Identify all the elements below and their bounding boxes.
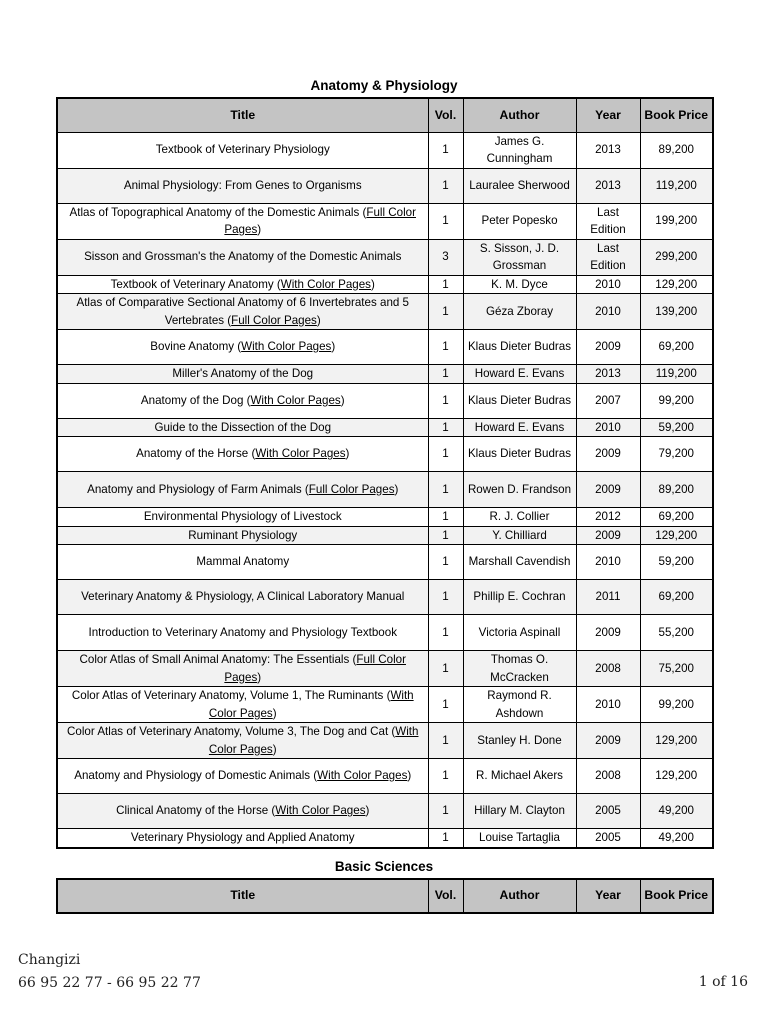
- cell-year: 2010: [576, 275, 640, 294]
- cell-author: Louise Tartaglia: [463, 829, 576, 848]
- book-title: Anatomy and Physiology of Domestic Animals (: [74, 769, 318, 783]
- color-pages-note: With Color Pages: [317, 769, 408, 783]
- cell-price: 129,200: [640, 723, 713, 759]
- cell-vol: 1: [428, 829, 463, 848]
- cell-year: 2011: [576, 580, 640, 615]
- cell-vol: 1: [428, 383, 463, 418]
- cell-price: 299,200: [640, 239, 713, 275]
- color-pages-note: Full Color Pages: [308, 482, 395, 496]
- cell-author: Howard E. Evans: [463, 418, 576, 437]
- cell-author: Lauralee Sherwood: [463, 168, 576, 203]
- closing-paren: ): [316, 313, 321, 327]
- cell-title: [57, 203, 428, 239]
- table-row: [57, 829, 713, 848]
- cell-title: [57, 275, 428, 294]
- cell-title: [57, 418, 428, 437]
- column-header-title: Title: [57, 98, 428, 132]
- cell-year: 2005: [576, 829, 640, 848]
- cell-price: 119,200: [640, 168, 713, 203]
- book-title: Color Atlas of Veterinary Anatomy, Volume 1, The Ruminants (: [71, 689, 391, 702]
- cell-price: 99,200: [640, 383, 713, 418]
- cell-author: Rowen D. Frandson: [463, 472, 576, 508]
- basic-sciences-table: [56, 878, 714, 914]
- cell-vol: 1: [428, 294, 463, 330]
- footer-phone: 66 95 22 77 - 66 95 22 77: [18, 975, 201, 991]
- footer-page-number: 1 of 16: [698, 974, 748, 990]
- cell-price: 69,200: [640, 508, 713, 527]
- cell-year: 2009: [576, 723, 640, 759]
- cell-author: Géza Zboray: [463, 294, 576, 330]
- cell-vol: 1: [428, 418, 463, 437]
- column-header-year: Year: [576, 98, 640, 132]
- cell-price: 89,200: [640, 132, 713, 168]
- book-title: Anatomy and Physiology of Farm Animals (: [87, 482, 309, 496]
- book-title: Veterinary Anatomy & Physiology, A Clinical Laboratory Manual: [81, 590, 405, 604]
- closing-paren: ): [365, 804, 370, 818]
- cell-price: 59,200: [640, 545, 713, 580]
- column-header-vol: Vol.: [428, 879, 463, 913]
- cell-year: 2013: [576, 132, 640, 168]
- cell-price: 89,200: [640, 472, 713, 508]
- cell-price: 129,200: [640, 759, 713, 794]
- cell-price: 59,200: [640, 418, 713, 437]
- cell-vol: 1: [428, 723, 463, 759]
- book-title: Bovine Anatomy (: [150, 340, 242, 354]
- cell-vol: 1: [428, 472, 463, 508]
- closing-paren: ): [394, 482, 399, 496]
- cell-title: [57, 545, 428, 580]
- table-row: [57, 203, 713, 239]
- table-row: [57, 526, 713, 545]
- cell-author: R. J. Collier: [463, 508, 576, 527]
- cell-title: [57, 508, 428, 527]
- closing-paren: ): [272, 742, 277, 756]
- book-title: Color Atlas of Veterinary Anatomy, Volume 3, The Dog and Cat (: [67, 725, 396, 738]
- cell-year: 2010: [576, 545, 640, 580]
- cell-author: Y. Chilliard: [463, 526, 576, 545]
- cell-title: [57, 829, 428, 848]
- closing-paren: ): [345, 447, 350, 461]
- cell-title: [57, 580, 428, 615]
- color-pages-note: Full Color Pages: [231, 313, 317, 327]
- cell-vol: 1: [428, 526, 463, 545]
- cell-author: Klaus Dieter Budras: [463, 437, 576, 472]
- cell-title: [57, 294, 428, 330]
- table-row: [57, 508, 713, 527]
- column-header-price: Book Price: [640, 98, 713, 132]
- cell-author: Victoria Aspinall: [463, 615, 576, 651]
- closing-paren: ): [407, 769, 412, 783]
- cell-year: 2009: [576, 615, 640, 651]
- footer-name: Changizi: [18, 952, 81, 968]
- cell-author: Howard E. Evans: [463, 365, 576, 384]
- cell-title: [57, 365, 428, 384]
- anatomy-physiology-table: [56, 97, 714, 849]
- closing-paren: ): [340, 393, 345, 407]
- cell-author: Klaus Dieter Budras: [463, 330, 576, 365]
- table-row: [57, 615, 713, 651]
- cell-title: [57, 239, 428, 275]
- cell-author: Stanley H. Done: [463, 723, 576, 759]
- cell-title: [57, 723, 428, 759]
- cell-year: 2007: [576, 383, 640, 418]
- cell-author: Klaus Dieter Budras: [463, 383, 576, 418]
- cell-vol: 1: [428, 615, 463, 651]
- cell-title: [57, 759, 428, 794]
- color-pages-note: With Color Pages: [241, 340, 332, 354]
- book-title: Atlas of Comparative Sectional Anatomy of 6 Invertebrates and 5 Vertebrates (: [76, 296, 410, 327]
- cell-author: R. Michael Akers: [463, 759, 576, 794]
- book-title: Guide to the Dissection of the Dog: [154, 420, 332, 434]
- column-header-year: Year: [576, 879, 640, 913]
- cell-price: 129,200: [640, 526, 713, 545]
- table-row: [57, 294, 713, 330]
- column-header-author: Author: [463, 879, 576, 913]
- cell-year: 2009: [576, 437, 640, 472]
- cell-author: James G. Cunningham: [463, 132, 576, 168]
- cell-title: [57, 526, 428, 545]
- cell-price: 49,200: [640, 829, 713, 848]
- table-row: [57, 168, 713, 203]
- table-row: [57, 330, 713, 365]
- book-title: Anatomy of the Horse (: [136, 447, 256, 461]
- book-title: Animal Physiology: From Genes to Organisms: [123, 178, 362, 192]
- cell-vol: 1: [428, 651, 463, 687]
- table-row: [57, 472, 713, 508]
- column-header-vol: Vol.: [428, 98, 463, 132]
- cell-year: 2009: [576, 472, 640, 508]
- cell-price: 69,200: [640, 330, 713, 365]
- cell-title: [57, 437, 428, 472]
- cell-year: 2009: [576, 330, 640, 365]
- column-header-author: Author: [463, 98, 576, 132]
- table-row: [57, 239, 713, 275]
- cell-title: [57, 687, 428, 723]
- book-title: Anatomy of the Dog (: [140, 393, 251, 407]
- color-pages-note: Full Color Pages: [224, 205, 416, 236]
- table-row: [57, 418, 713, 437]
- cell-author: Thomas O. McCracken: [463, 651, 576, 687]
- cell-title: [57, 615, 428, 651]
- cell-price: 69,200: [640, 580, 713, 615]
- color-pages-note: With Color Pages: [280, 277, 371, 291]
- cell-vol: 1: [428, 275, 463, 294]
- book-title: Miller's Anatomy of the Dog: [172, 367, 314, 380]
- section-title-basic-sciences: Basic Sciences: [334, 859, 434, 874]
- cell-price: 75,200: [640, 651, 713, 687]
- cell-year: Last Edition: [576, 203, 640, 239]
- column-header-title: Title: [57, 879, 428, 913]
- book-title: Color Atlas of Small Animal Anatomy: The Essentials (: [79, 653, 357, 666]
- color-pages-note: With Color Pages: [208, 725, 419, 756]
- closing-paren: ): [331, 340, 336, 354]
- cell-vol: 1: [428, 759, 463, 794]
- cell-author: Hillary M. Clayton: [463, 794, 576, 829]
- table-row: [57, 365, 713, 384]
- cell-title: [57, 472, 428, 508]
- cell-year: 2012: [576, 508, 640, 527]
- book-title: Textbook of Veterinary Anatomy (: [110, 277, 281, 291]
- cell-title: [57, 383, 428, 418]
- section-title-anatomy: Anatomy & Physiology: [310, 78, 458, 93]
- closing-paren: ): [257, 223, 262, 236]
- book-title: Introduction to Veterinary Anatomy and Physiology Textbook: [88, 625, 397, 639]
- cell-author: K. M. Dyce: [463, 275, 576, 294]
- table-row: [57, 132, 713, 168]
- table-row: [57, 651, 713, 687]
- cell-vol: 1: [428, 365, 463, 384]
- cell-price: 129,200: [640, 275, 713, 294]
- book-title: Atlas of Topographical Anatomy of the Domestic Animals (: [69, 205, 367, 219]
- cell-title: [57, 168, 428, 203]
- cell-year: 2008: [576, 759, 640, 794]
- cell-price: 139,200: [640, 294, 713, 330]
- color-pages-note: Full Color Pages: [224, 653, 406, 684]
- closing-paren: ): [257, 670, 262, 684]
- book-title: Sisson and Grossman's the Anatomy of the Domestic Animals: [84, 250, 402, 264]
- table-header-row: [57, 98, 713, 132]
- cell-title: [57, 330, 428, 365]
- cell-year: 2010: [576, 294, 640, 330]
- cell-vol: 1: [428, 580, 463, 615]
- cell-vol: 3: [428, 239, 463, 275]
- cell-vol: 1: [428, 508, 463, 527]
- cell-price: 99,200: [640, 687, 713, 723]
- cell-year: 2005: [576, 794, 640, 829]
- cell-year: Last Edition: [576, 239, 640, 275]
- cell-vol: 1: [428, 545, 463, 580]
- cell-author: Peter Popesko: [463, 203, 576, 239]
- book-title: Mammal Anatomy: [196, 555, 290, 569]
- table-header-row: [57, 879, 713, 913]
- closing-paren: ): [272, 706, 277, 720]
- cell-price: 79,200: [640, 437, 713, 472]
- cell-year: 2010: [576, 687, 640, 723]
- cell-year: 2013: [576, 365, 640, 384]
- book-title: Veterinary Physiology and Applied Anatomy: [130, 831, 355, 844]
- cell-vol: 1: [428, 168, 463, 203]
- color-pages-note: With Color Pages: [250, 393, 341, 407]
- table-row: [57, 437, 713, 472]
- table-row: [57, 275, 713, 294]
- cell-price: 199,200: [640, 203, 713, 239]
- table-row: [57, 383, 713, 418]
- cell-vol: 1: [428, 330, 463, 365]
- color-pages-note: With Color Pages: [255, 447, 346, 461]
- cell-vol: 1: [428, 687, 463, 723]
- table-row: [57, 545, 713, 580]
- cell-author: Raymond R. Ashdown: [463, 687, 576, 723]
- cell-year: 2009: [576, 526, 640, 545]
- closing-paren: ): [370, 277, 375, 291]
- cell-year: 2013: [576, 168, 640, 203]
- cell-author: S. Sisson, J. D. Grossman: [463, 239, 576, 275]
- table-row: [57, 794, 713, 829]
- cell-vol: 1: [428, 794, 463, 829]
- book-title: Clinical Anatomy of the Horse (: [116, 804, 276, 818]
- cell-price: 49,200: [640, 794, 713, 829]
- book-title: Textbook of Veterinary Physiology: [155, 143, 330, 157]
- cell-author: Phillip E. Cochran: [463, 580, 576, 615]
- book-title: Environmental Physiology of Livestock: [143, 510, 342, 523]
- book-title: Ruminant Physiology: [188, 528, 298, 542]
- table-row: [57, 687, 713, 723]
- cell-price: 55,200: [640, 615, 713, 651]
- cell-vol: 1: [428, 437, 463, 472]
- table-row: [57, 759, 713, 794]
- cell-author: Marshall Cavendish: [463, 545, 576, 580]
- cell-year: 2010: [576, 418, 640, 437]
- column-header-price: Book Price: [640, 879, 713, 913]
- cell-price: 119,200: [640, 365, 713, 384]
- color-pages-note: With Color Pages: [275, 804, 366, 818]
- cell-vol: 1: [428, 203, 463, 239]
- table-row: [57, 580, 713, 615]
- cell-title: [57, 651, 428, 687]
- cell-vol: 1: [428, 132, 463, 168]
- cell-title: [57, 132, 428, 168]
- color-pages-note: With Color Pages: [208, 689, 414, 720]
- table-row: [57, 723, 713, 759]
- cell-year: 2008: [576, 651, 640, 687]
- cell-title: [57, 794, 428, 829]
